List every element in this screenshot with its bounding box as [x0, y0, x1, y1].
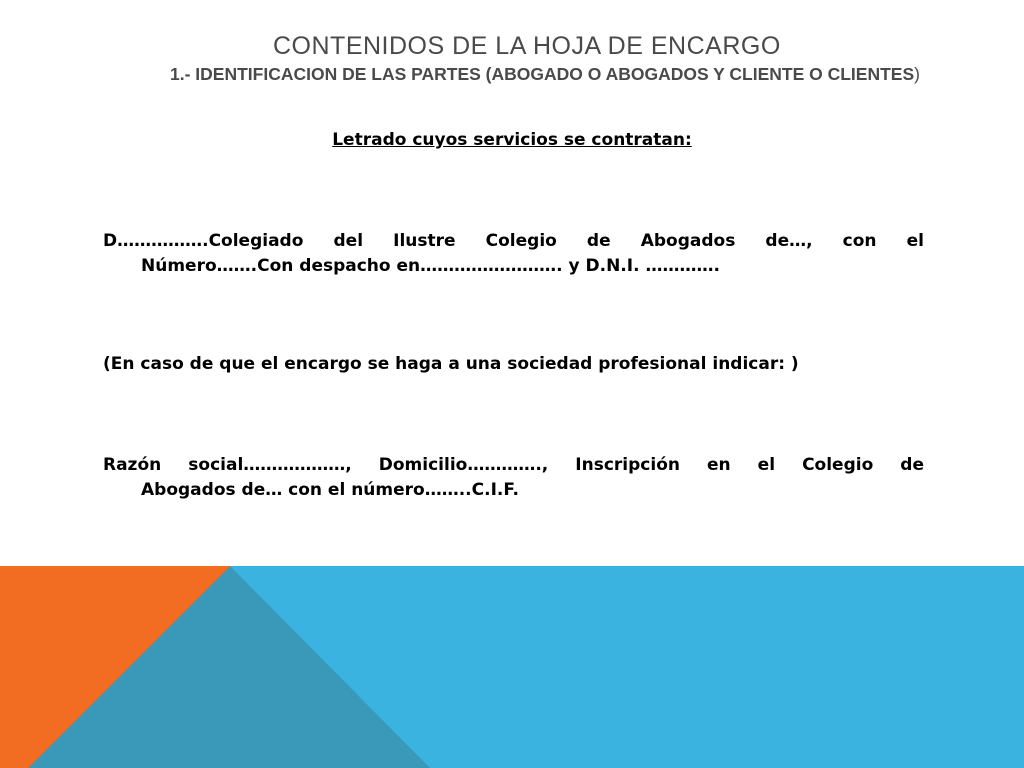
company-line-1: Razón social………………, Domicilio…………., Inscripción en el Colegio de: [103, 455, 924, 475]
company-paragraph: [103, 453, 924, 503]
lawyer-paragraph: [103, 229, 924, 279]
lawyer-line-1: D…………….Colegiado del Ilustre Colegio de Abogados de…, con el: [103, 231, 924, 251]
title-subtitle: [170, 64, 920, 85]
subtitle-close-paren: ): [914, 64, 920, 84]
section-heading: Letrado cuyos servicios se contratan:: [332, 130, 692, 150]
subtitle-text: 1.- IDENTIFICACION DE LAS PARTES (ABOGADO O ABOGADOS Y CLIENTE O CLIENTES: [170, 64, 915, 84]
title-main: CONTENIDOS DE LA HOJA DE ENCARGO: [273, 32, 781, 60]
company-line-2: Abogados de… con el número……..C.I.F.: [141, 480, 519, 500]
footer-shapes: [0, 566, 1024, 768]
lawyer-line-2: Número…….Con despacho en……………………. y D.N.I. ………….: [141, 256, 720, 276]
society-note: (En caso de que el encargo se haga a una sociedad profesional indicar: ): [103, 354, 799, 374]
decorative-footer: [0, 566, 1024, 768]
